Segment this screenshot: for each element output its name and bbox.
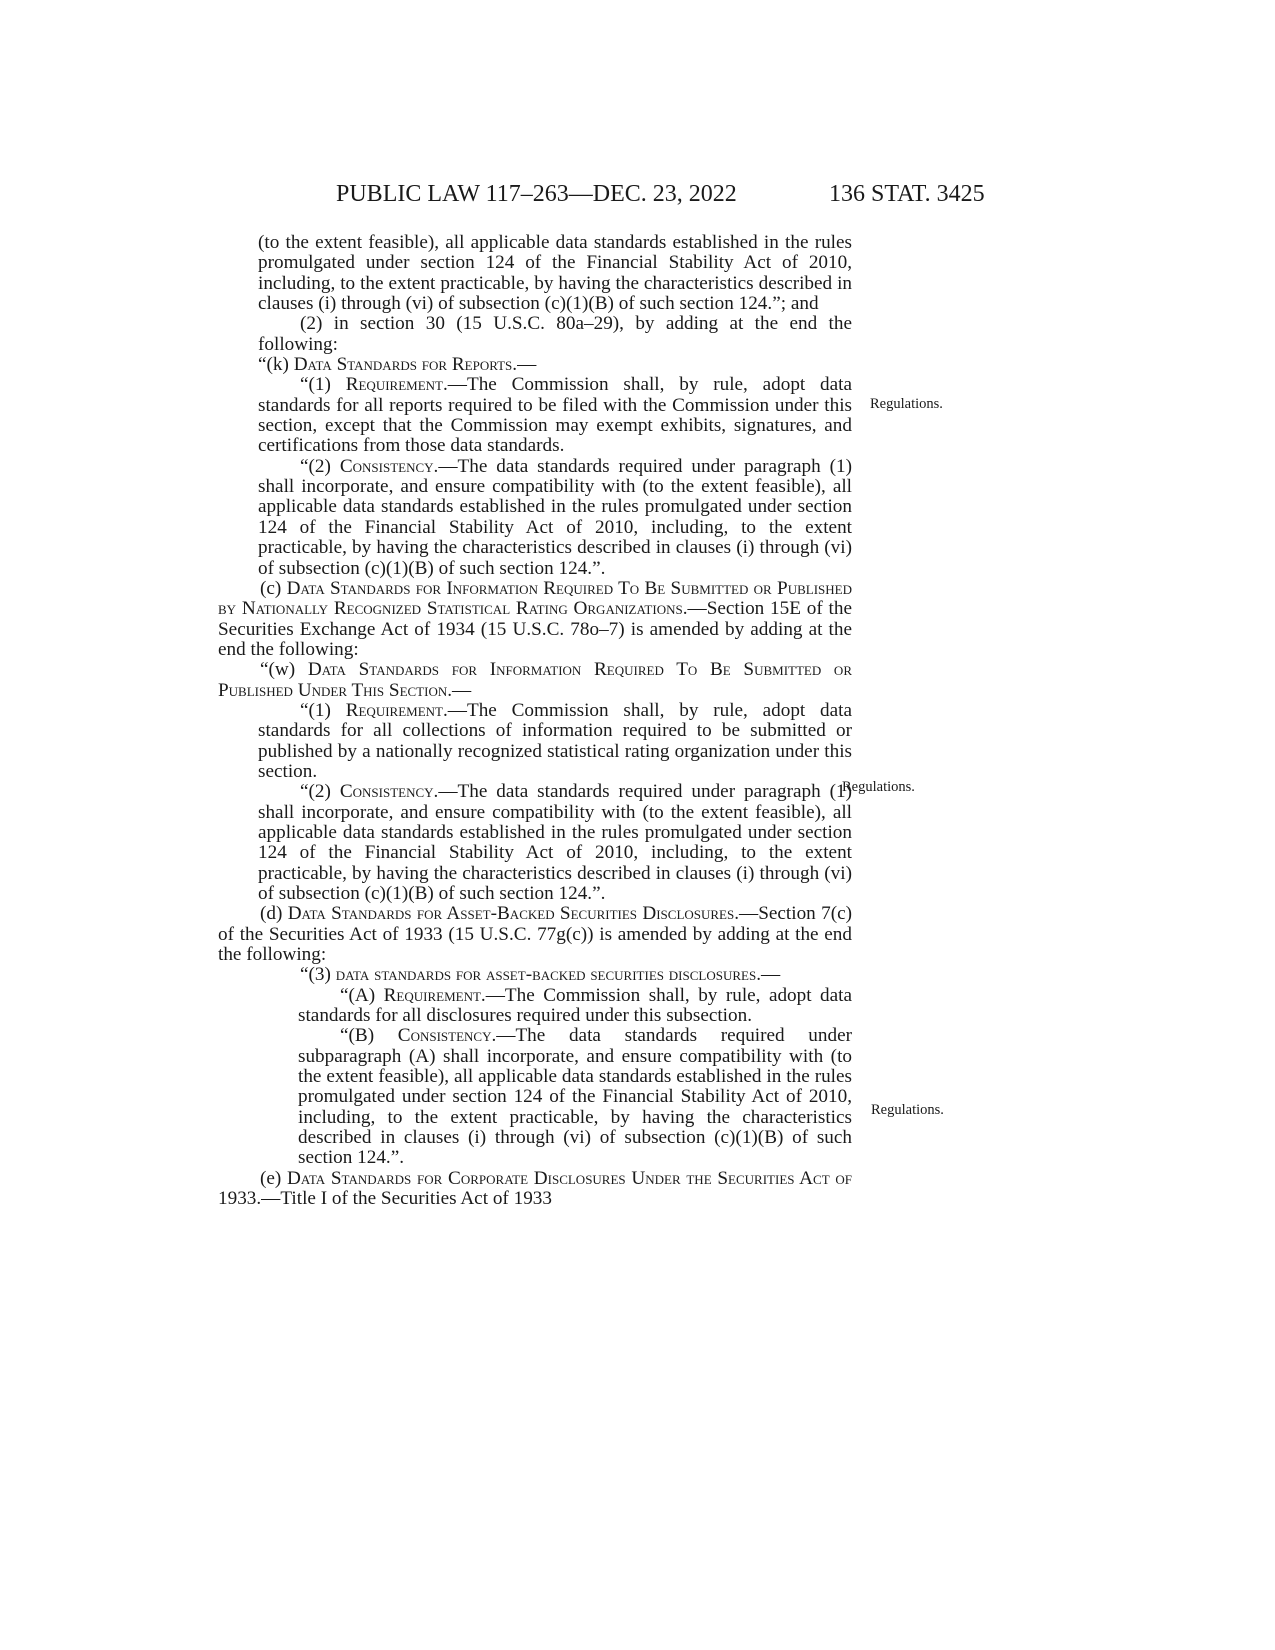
paragraph-heading: Data Standards for Reports. <box>293 354 518 376</box>
margin-note-regulations-3: Regulations. <box>871 1102 944 1118</box>
paragraph-heading: Data Standards for Information Required To Be Submitted or Published by Nationally Recognized Statistical Rating Organizations. <box>218 577 852 620</box>
margin-note-regulations-1: Regulations. <box>870 396 943 412</box>
paragraph-w2-consistency <box>218 782 852 904</box>
paragraph-lead: “(3) <box>300 964 331 986</box>
margin-note-regulations-2: Regulations. <box>842 779 915 795</box>
paragraph-lead: “(B) <box>340 1025 375 1047</box>
paragraph-text: —The Commission shall, by rule, adopt data standards for all disclosures required under this subsection. <box>298 984 852 1027</box>
paragraph-text: —The data standards required under paragraph (1) shall incorporate, and ensure compatibility with (to the extent feasible), all applicable data standards established in the rules promulgated under section 124 of the Financial Stability Act of 2010, including, to the extent practicable, by having the characteristics described in clauses (i) through (vi) of subsection (c)(1)(B) of such section 124.”. <box>258 455 853 579</box>
paragraph-heading: Requirement. <box>383 984 486 1006</box>
paragraph-text: — <box>517 354 537 376</box>
paragraph-lead: “(1) <box>300 699 331 721</box>
paragraph-heading: data standards for asset-backed securities disclosures. <box>335 964 761 986</box>
subparagraph-b-consistency <box>218 1026 852 1168</box>
paragraph-lead: (d) <box>260 903 283 925</box>
subsection-w-heading <box>218 660 852 701</box>
paragraph-lead: (e) <box>260 1167 282 1189</box>
subparagraph-a-requirement <box>218 986 852 1027</box>
paragraph-heading: Consistency. <box>339 781 439 803</box>
paragraph-heading: Requirement. <box>345 699 448 721</box>
paragraph-lead: “(w) <box>260 659 296 681</box>
paragraph-lead: “(2) <box>300 455 331 477</box>
paragraph-text: —Section 15E of the Securities Exchange Act of 1934 (15 U.S.C. 78o–7) is amended by adding at the end the following: <box>218 598 852 660</box>
paragraph-text: —Title I of the Securities Act of 1933 <box>261 1188 552 1210</box>
paragraph-w1-requirement <box>218 701 852 782</box>
paragraph-lead: “(k) <box>258 354 289 376</box>
statute-body <box>218 233 852 1210</box>
paragraph-heading: Consistency. <box>339 455 439 477</box>
subsection-c <box>218 579 852 660</box>
paragraph-heading: Requirement. <box>345 374 448 396</box>
paragraph-2 <box>218 314 852 355</box>
paragraph-k1-requirement <box>218 375 852 456</box>
paragraph-text: — <box>761 964 781 986</box>
paragraph-heading: Data Standards for Corporate Disclosures Under the Securities Act of 1933. <box>218 1167 852 1210</box>
paragraph-text: —The data standards required under paragraph (1) shall incorporate, and ensure compatibility with (to the extent feasible), all applicable data standards established in the rules promulgated under section 124 of the Financial Stability Act of 2010, including, to the extent practicable, by having the characteristics described in clauses (i) through (vi) of subsection (c)(1)(B) of such section 124.”. <box>258 781 853 904</box>
paragraph-lead: “(2) <box>300 781 331 803</box>
paragraph-text: (2) in section 30 (15 U.S.C. 80a–29), by adding at the end the following: <box>258 313 852 355</box>
paragraph-heading: Data Standards for Information Required To Be Submitted or Published Under This Section. <box>218 659 852 701</box>
paragraph-text: — <box>452 679 472 701</box>
paragraph-text: —The Commission shall, by rule, adopt data standards for all collections of information required to be submitted or published by a nationally recognized statistical rating organization under this section. <box>258 699 853 782</box>
running-header-title: PUBLIC LAW 117–263—DEC. 23, 2022 <box>336 181 737 207</box>
paragraph-text: —Section 7(c) of the Securities Act of 1933 (15 U.S.C. 77g(c)) is amended by adding at the end the following: <box>218 903 852 966</box>
paragraph-k2-consistency <box>218 457 852 579</box>
paragraph-lead: “(A) <box>340 984 376 1006</box>
paragraph-text: —The data standards required under subparagraph (A) shall incorporate, and ensure compatibility with (to the extent feasible), all applicable data standards established in the rules promulgated under section 124 of the Financial Stability Act of 2010, including, to the extent practicable, by having the characteristics described in clauses (i) through (vi) of subsection (c)(1)(B) of such section 124.”. <box>298 1025 852 1169</box>
paragraph-lead: (c) <box>260 577 282 599</box>
paragraph-lead: “(1) <box>300 374 331 396</box>
subsection-d <box>218 904 852 965</box>
paragraph-heading: Consistency. <box>397 1025 497 1047</box>
subsection-k-heading <box>218 355 852 375</box>
paragraph-continuation <box>218 233 852 314</box>
paragraph-text: —The Commission shall, by rule, adopt data standards for all reports required to be filed with the Commission under this section, except that the Commission may exempt exhibits, signatures, and certifications from those data standards. <box>258 374 853 457</box>
paragraph-text: (to the extent feasible), all applicable data standards established in the rules promulgated under section 124 of the Financial Stability Act of 2010, including, to the extent practicable, by having the characteristics described in clauses (i) through (vi) of subsection (c)(1)(B) of such section 124.”; and <box>258 232 852 315</box>
page-stat-number: 136 STAT. 3425 <box>829 181 985 207</box>
subsection-e <box>218 1169 852 1210</box>
paragraph-heading: Data Standards for Asset-Backed Securities Disclosures. <box>287 903 740 925</box>
paragraph-3-heading <box>218 965 852 985</box>
